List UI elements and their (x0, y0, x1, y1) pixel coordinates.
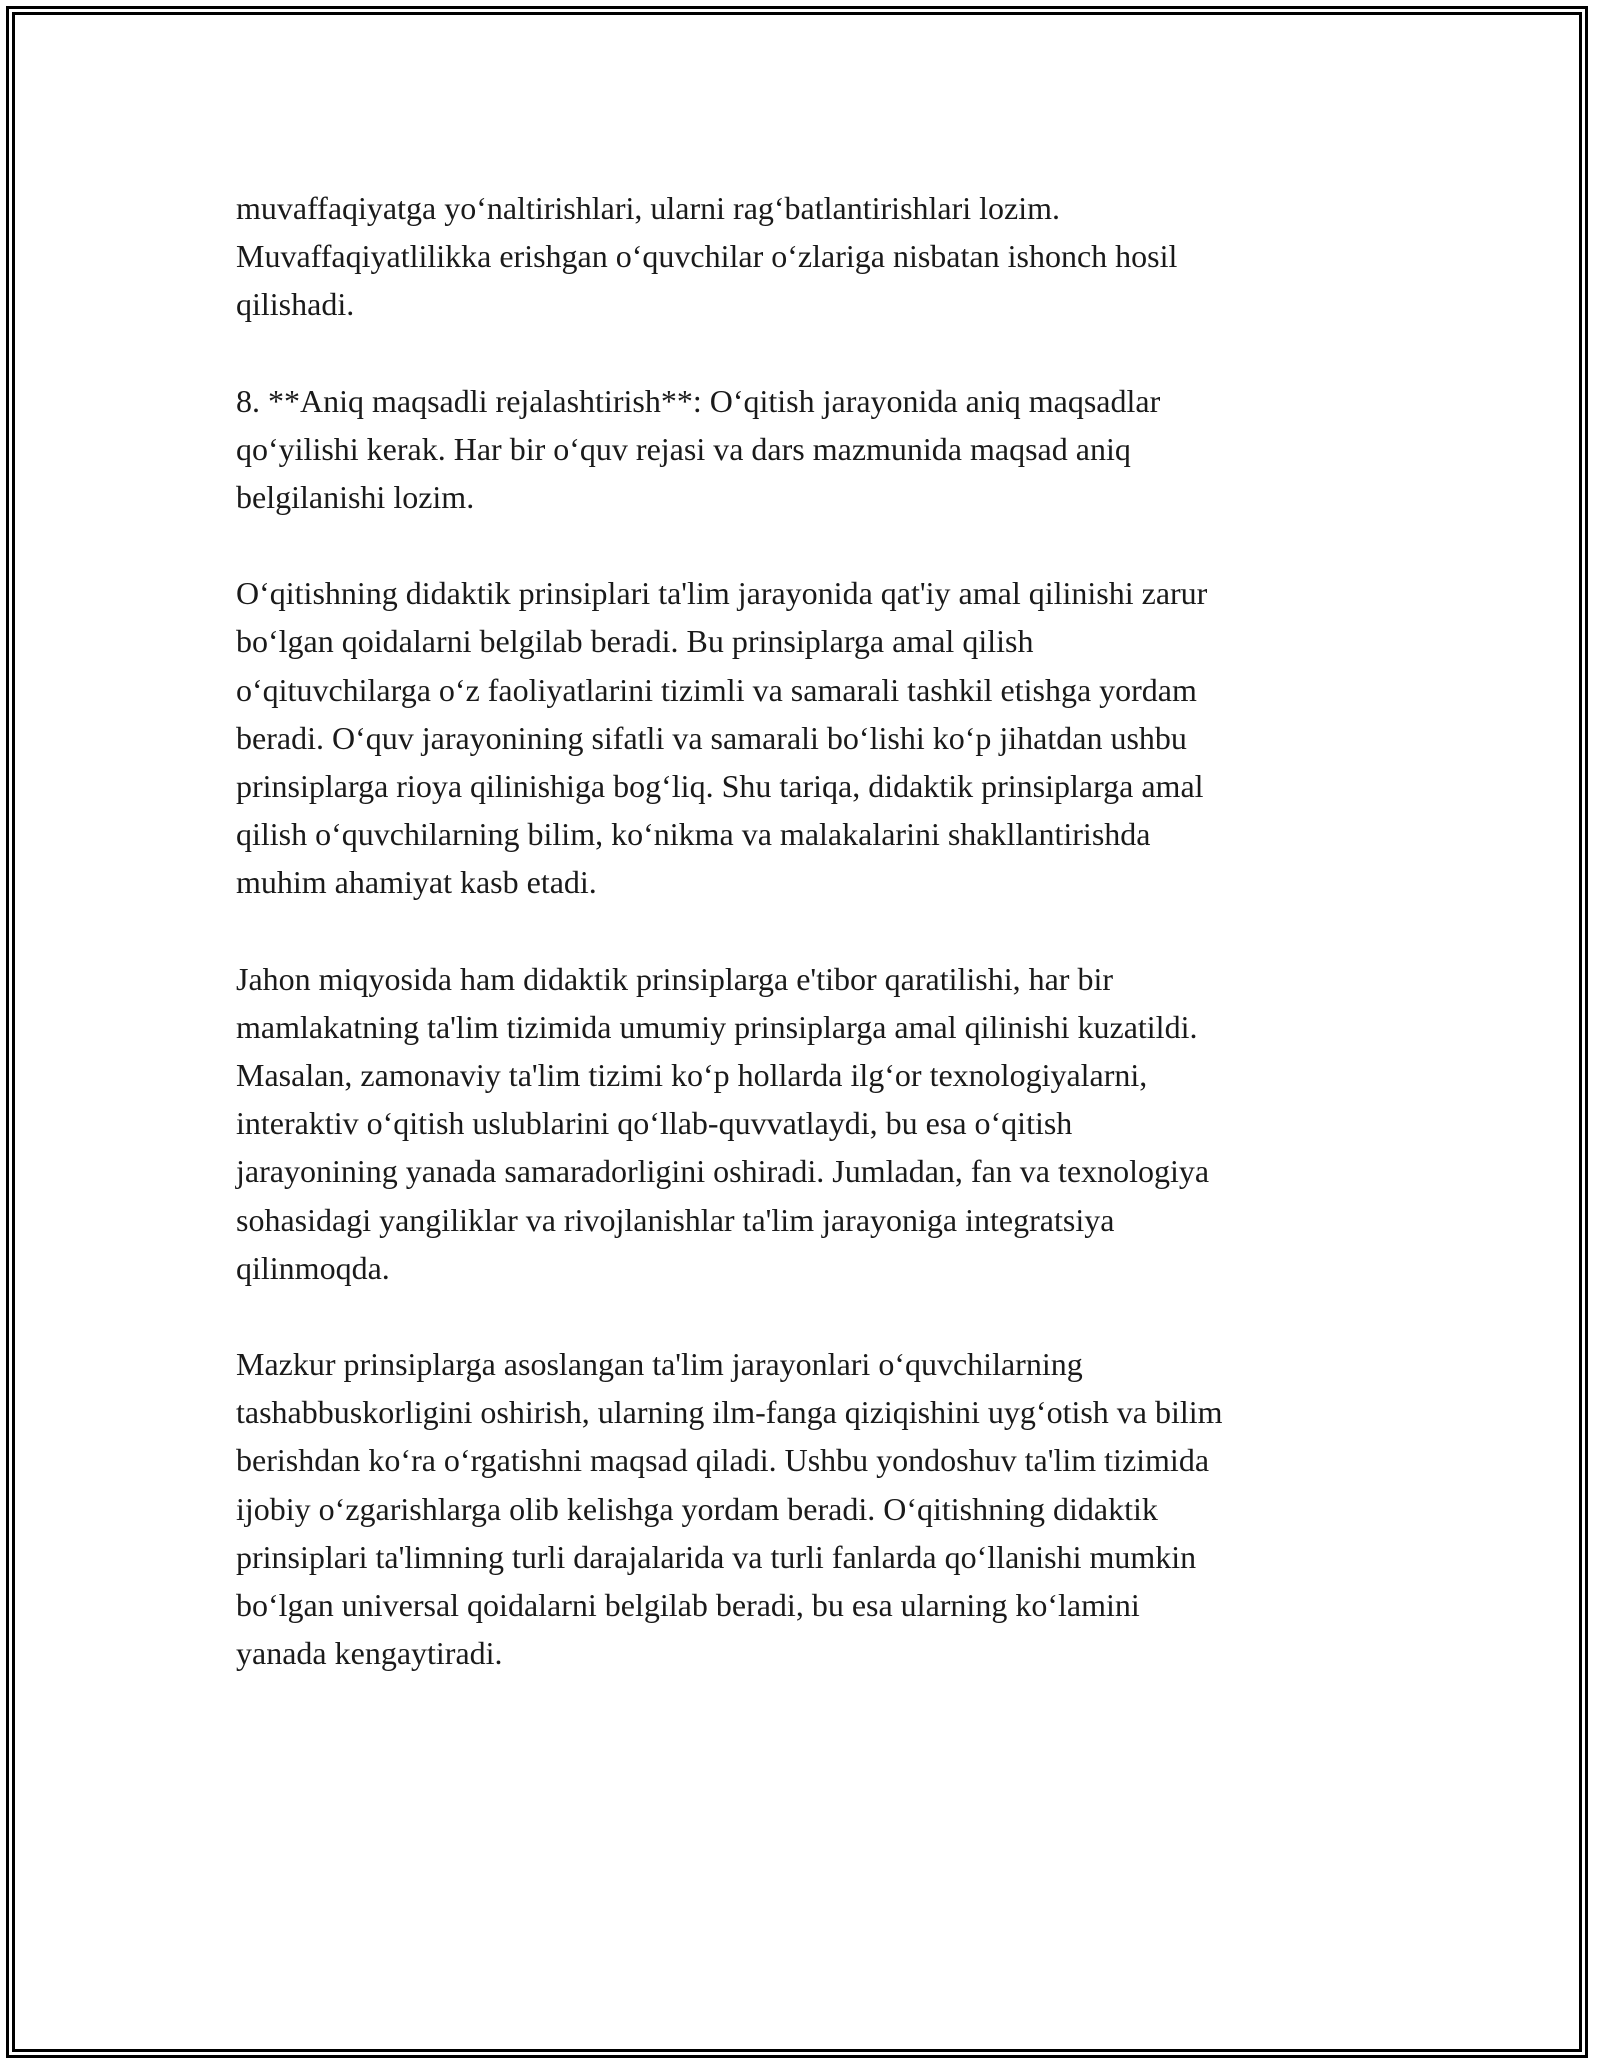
paragraph-4: Jahon miqyosida ham didaktik prinsiplarga e'tibor qaratilishi, har bir mamlakatning ta'lim tizimida umumiy prinsiplarga amal qilinishi kuzatildi. Masalan, zamonaviy ta'lim tizimi ko‘p hollarda ilg‘or texnologiyalarni, interaktiv o‘qitish uslublarini qo‘llab-quvvatlaydi, bu esa o‘qitish jarayonining yanada samaradorligini oshiradi. Jumladan, fan va texnologiya sohasidagi yangiliklar va rivojlanishlar ta'lim jarayoniga integratsiya qilinmoqda. (236, 960, 1210, 1286)
paragraph-5: Mazkur prinsiplarga asoslangan ta'lim jarayonlari o‘quvchilarning tashabbuskorligini oshirish, ularning ilm-fanga qiziqishini uyg‘otish va bilim berishdan ko‘ra o‘rgatishni maqsad qiladi. Ushbu yondoshuv ta'lim tizimida ijobiy o‘zgarishlarga olib kelishga yordam beradi. O‘qitishning didaktik prinsiplari ta'limning turli darajalarida va turli fanlarda qo‘llanishi mumkin bo‘lgan universal qoidalarni belgilab beradi, bu esa ularning ko‘lamini yanada kengaytiradi. (236, 1346, 1223, 1672)
document-body (236, 184, 1376, 1725)
paragraph-2: 8. **Aniq maqsadli rejalashtirish**: O‘qitish jarayonida aniq maqsadlar qo‘yilishi kerak. Har bir o‘quv rejasi va dars mazmunida maqsad aniq belgilanishi lozim. (236, 382, 1161, 516)
paragraph-1: muvaffaqiyatga yo‘naltirishlari, ularni rag‘batlantirishlari lozim. Muvaffaqiyatlilikka erishgan o‘quvchilar o‘zlariga nisbatan ishonch hosil qilishadi. (236, 190, 1178, 323)
paragraph-3: O‘qitishning didaktik prinsiplari ta'lim jarayonida qat'iy amal qilinishi zarur bo‘lgan qoidalarni belgilab beradi. Bu prinsiplarga amal qilish o‘qituvchilarga o‘z faoliyatlarini tizimli va samarali tashkil etishga yordam beradi. O‘quv jarayonining sifatli va samarali bo‘lishi ko‘p jihatdan ushbu prinsiplarga rioya qilinishiga bog‘liq. Shu tariqa, didaktik prinsiplarga amal qilish o‘quvchilarning bilim, ko‘nikma va malakalarini shakllantirishda muhim ahamiyat kasb etadi. (236, 575, 1208, 901)
